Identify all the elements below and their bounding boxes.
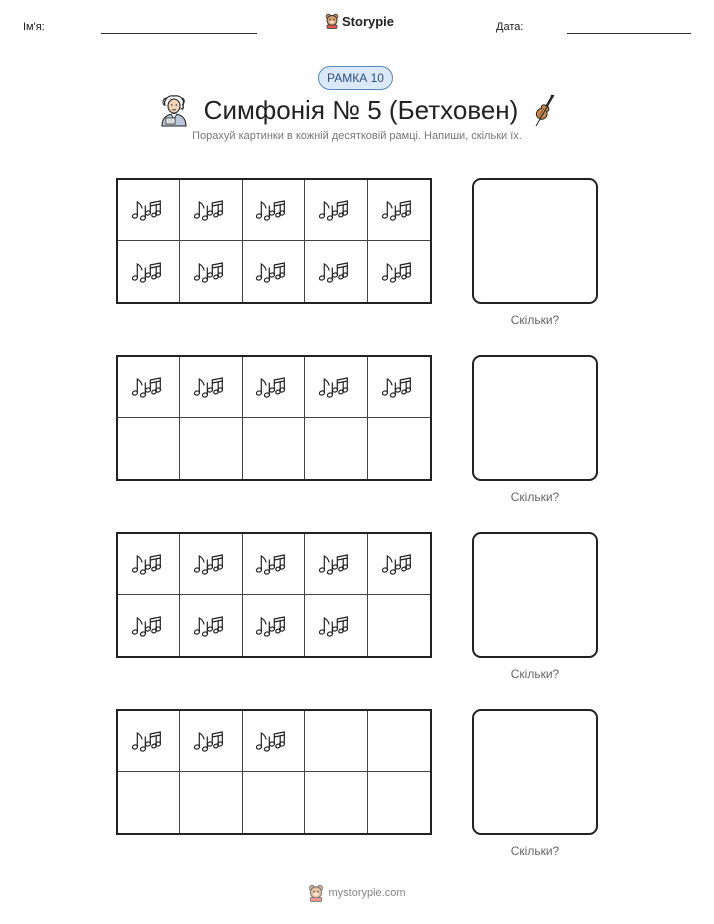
- frame-cell: [368, 241, 430, 302]
- music-notes-icon: [193, 551, 229, 577]
- frame-cell: [243, 357, 305, 418]
- music-notes-icon: [255, 374, 291, 400]
- music-notes-icon: [255, 551, 291, 577]
- answer-label-4: Скільки?: [510, 844, 560, 858]
- frame-cell: [305, 357, 367, 418]
- music-notes-icon: [131, 551, 167, 577]
- brand-name: Storypie: [342, 13, 395, 29]
- ten-frame-2: [116, 355, 432, 481]
- frame-cell: [368, 180, 430, 241]
- music-notes-icon: [381, 374, 417, 400]
- frame-cell: [118, 711, 180, 772]
- title-row: [0, 92, 714, 128]
- violin-icon: [530, 92, 558, 128]
- music-notes-icon: [318, 259, 354, 285]
- frame-cell: [180, 711, 242, 772]
- answer-label-1: Скільки?: [510, 313, 560, 327]
- frame-cell: [243, 772, 305, 833]
- music-notes-icon: [193, 374, 229, 400]
- frame-cell: [243, 595, 305, 656]
- frame-cell: [118, 180, 180, 241]
- name-label: Ім'я:: [23, 21, 45, 33]
- frame-cell: [180, 418, 242, 479]
- answer-box-1[interactable]: [472, 178, 598, 304]
- music-notes-icon: [193, 197, 229, 223]
- footer-url: mystorypie.com: [328, 887, 406, 899]
- footer: [0, 884, 714, 902]
- frame-cell: [118, 772, 180, 833]
- frame-cell: [180, 180, 242, 241]
- ten-frame-1: [116, 178, 432, 304]
- ten-frame-3: [116, 532, 432, 658]
- music-notes-icon: [255, 197, 291, 223]
- frame-cell: [118, 418, 180, 479]
- frame-cell: [180, 772, 242, 833]
- music-notes-icon: [193, 259, 229, 285]
- frame-cell: [368, 534, 430, 595]
- music-notes-icon: [381, 551, 417, 577]
- frame-cell: [305, 534, 367, 595]
- frame-cell: [305, 711, 367, 772]
- answer-box-3[interactable]: [472, 532, 598, 658]
- frame-cell: [305, 180, 367, 241]
- music-notes-icon: [318, 613, 354, 639]
- frame-cell: [305, 772, 367, 833]
- music-notes-icon: [255, 728, 291, 754]
- music-notes-icon: [131, 197, 167, 223]
- brand-logo: [325, 13, 394, 29]
- music-notes-icon: [193, 613, 229, 639]
- frame-cell: [305, 418, 367, 479]
- music-notes-icon: [131, 259, 167, 285]
- frame-cell: [368, 772, 430, 833]
- frame-cell: [305, 241, 367, 302]
- music-notes-icon: [318, 374, 354, 400]
- music-notes-icon: [381, 259, 417, 285]
- frame-cell: [368, 357, 430, 418]
- music-notes-icon: [318, 197, 354, 223]
- bear-mascot-icon: [325, 13, 339, 29]
- date-label: Дата:: [496, 21, 524, 33]
- date-line[interactable]: [567, 33, 691, 34]
- frame-cell: [243, 534, 305, 595]
- music-notes-icon: [131, 728, 167, 754]
- frame-cell: [243, 180, 305, 241]
- frame-cell: [118, 595, 180, 656]
- page-title: Симфонія № 5 (Бетховен): [203, 94, 519, 125]
- frame-cell: [243, 711, 305, 772]
- music-notes-icon: [131, 613, 167, 639]
- music-notes-icon: [318, 551, 354, 577]
- frame-badge: РАМКА 10: [318, 66, 393, 90]
- frame-cell: [180, 357, 242, 418]
- frame-cell: [243, 418, 305, 479]
- instructions: Порахуй картинки в кожній десятковій рамці. Напиши, скільки їх.: [192, 130, 522, 142]
- frame-cell: [118, 241, 180, 302]
- frame-cell: [305, 595, 367, 656]
- music-notes-icon: [255, 259, 291, 285]
- frame-cell: [118, 534, 180, 595]
- frame-cell: [368, 711, 430, 772]
- music-notes-icon: [381, 197, 417, 223]
- frame-cell: [368, 595, 430, 656]
- name-line[interactable]: [101, 33, 257, 34]
- music-notes-icon: [255, 613, 291, 639]
- answer-label-2: Скільки?: [510, 490, 560, 504]
- ten-frame-4: [116, 709, 432, 835]
- frame-cell: [243, 241, 305, 302]
- frame-cell: [118, 357, 180, 418]
- answer-box-4[interactable]: [472, 709, 598, 835]
- frame-cell: [180, 534, 242, 595]
- frame-cell: [368, 418, 430, 479]
- music-notes-icon: [131, 374, 167, 400]
- composer-portrait-icon: [156, 93, 192, 127]
- frame-cell: [180, 595, 242, 656]
- answer-box-2[interactable]: [472, 355, 598, 481]
- music-notes-icon: [193, 728, 229, 754]
- answer-label-3: Скільки?: [510, 667, 560, 681]
- bear-mascot-icon: [308, 884, 324, 902]
- frame-cell: [180, 241, 242, 302]
